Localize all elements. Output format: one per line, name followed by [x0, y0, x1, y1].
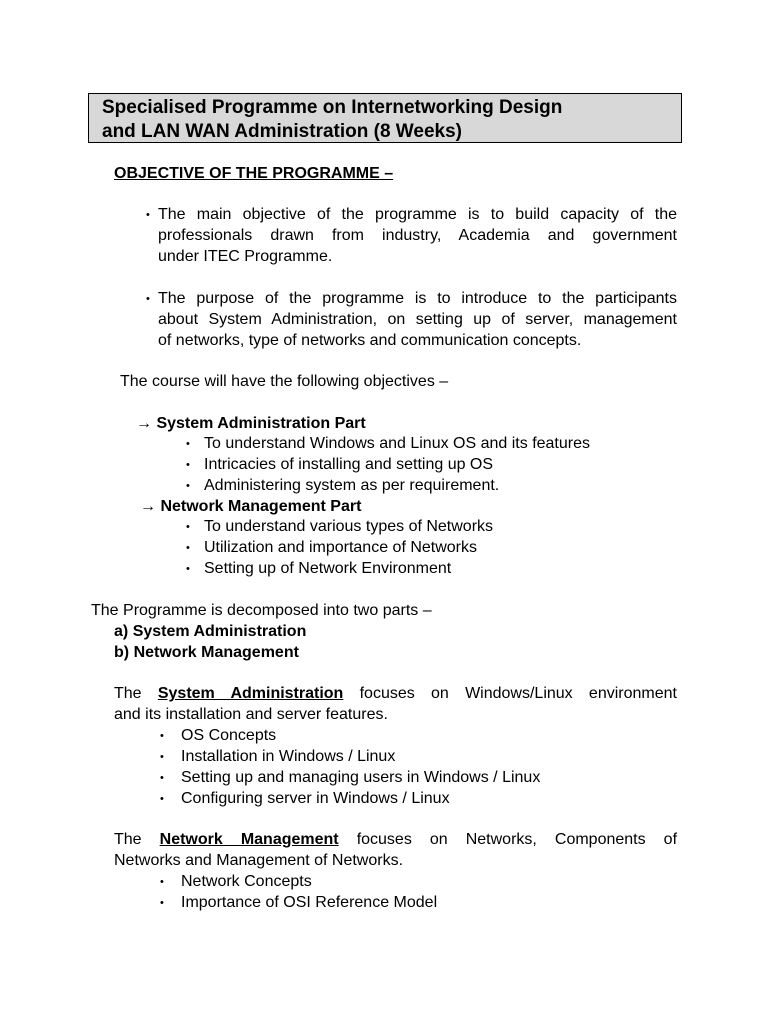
intro-bullet-2-line-1: The purpose of the programme is to introduce to the participants [158, 290, 677, 307]
bullet-icon: • [160, 897, 164, 909]
part-a-marker: a) [114, 623, 129, 640]
netmgmt-paragraph-line-2: Networks and Management of Networks. [114, 852, 404, 869]
objective-heading: OBJECTIVE OF THE PROGRAMME – [114, 165, 394, 182]
objective-part-2-label: Network Management Part [160, 498, 362, 515]
objective-part-1-item-2: Intricacies of installing and setting up OS [204, 456, 494, 473]
bullet-icon: • [146, 293, 150, 305]
netmgmt-term: Network Management [159, 831, 339, 848]
netmgmt-paragraph [114, 829, 677, 871]
bullet-icon: • [160, 751, 164, 763]
netmgmt-line1-rest: focuses on Networks, Components of [356, 831, 678, 848]
bullet-icon: • [186, 563, 190, 575]
sysadmin-item-4: Configuring server in Windows / Linux [181, 790, 450, 807]
intro-bullet-1-line-2: professionals drawn from industry, Academia and government [158, 227, 677, 244]
bullet-icon: • [186, 459, 190, 471]
intro-bullet-1 [158, 204, 677, 267]
sysadmin-paragraph [114, 683, 677, 725]
decomposed-intro: The Programme is decomposed into two parts – [91, 602, 432, 619]
sysadmin-prefix: The [114, 685, 142, 702]
intro-bullet-2 [158, 288, 677, 351]
bullet-icon: • [160, 876, 164, 888]
bullet-icon: • [186, 521, 190, 533]
objectives-intro: The course will have the following objectives – [120, 373, 449, 390]
sysadmin-line1-rest: focuses on Windows/Linux environment [359, 685, 677, 702]
sysadmin-item-2: Installation in Windows / Linux [181, 748, 396, 765]
part-a-label: System Administration [132, 623, 307, 640]
netmgmt-paragraph-line-1 [114, 829, 677, 850]
objective-part-2-item-2: Utilization and importance of Networks [204, 539, 478, 556]
bullet-icon: • [160, 730, 164, 742]
part-b [114, 642, 299, 663]
objective-part-2-heading [140, 496, 361, 517]
bullet-icon: • [186, 480, 190, 492]
netmgmt-prefix: The [114, 831, 142, 848]
sysadmin-item-1: OS Concepts [181, 727, 277, 744]
bullet-icon: • [146, 209, 150, 221]
objective-part-1-item-3: Administering system as per requirement. [204, 477, 500, 494]
intro-bullet-2-line-3: of networks, type of networks and communication concepts. [158, 332, 582, 349]
bullet-icon: • [160, 793, 164, 805]
bullet-icon: • [186, 542, 190, 554]
arrow-right-icon: → [140, 498, 156, 515]
netmgmt-item-2: Importance of OSI Reference Model [181, 894, 438, 911]
intro-bullet-2-line-2: about System Administration, on setting up of server, management [158, 311, 677, 328]
bullet-icon: • [160, 772, 164, 784]
objective-part-1-label: System Administration Part [156, 415, 366, 432]
part-b-label: Network Management [133, 644, 299, 661]
objective-part-1-item-1: To understand Windows and Linux OS and its features [204, 435, 590, 452]
objective-part-1-heading [136, 413, 366, 434]
sysadmin-paragraph-line-1 [114, 683, 677, 704]
objective-part-2-item-3: Setting up of Network Environment [204, 560, 452, 577]
intro-bullet-1-line-3: under ITEC Programme. [158, 248, 333, 265]
part-b-marker: b) [114, 644, 130, 661]
sysadmin-term: System Administration [157, 685, 344, 702]
title-line-1: Specialised Programme on Internetworking Design [102, 97, 563, 118]
title-line-2: and LAN WAN Administration (8 Weeks) [102, 121, 462, 142]
objective-part-2-item-1: To understand various types of Networks [204, 518, 494, 535]
arrow-right-icon: → [136, 415, 152, 432]
sysadmin-paragraph-line-2: and its installation and server features. [114, 706, 388, 723]
document-title-box [88, 93, 682, 143]
bullet-icon: • [186, 438, 190, 450]
intro-bullet-1-line-1: The main objective of the programme is to build capacity of the [158, 206, 677, 223]
part-a [114, 621, 306, 642]
sysadmin-item-3: Setting up and managing users in Windows / Linux [181, 769, 541, 786]
netmgmt-item-1: Network Concepts [181, 873, 312, 890]
